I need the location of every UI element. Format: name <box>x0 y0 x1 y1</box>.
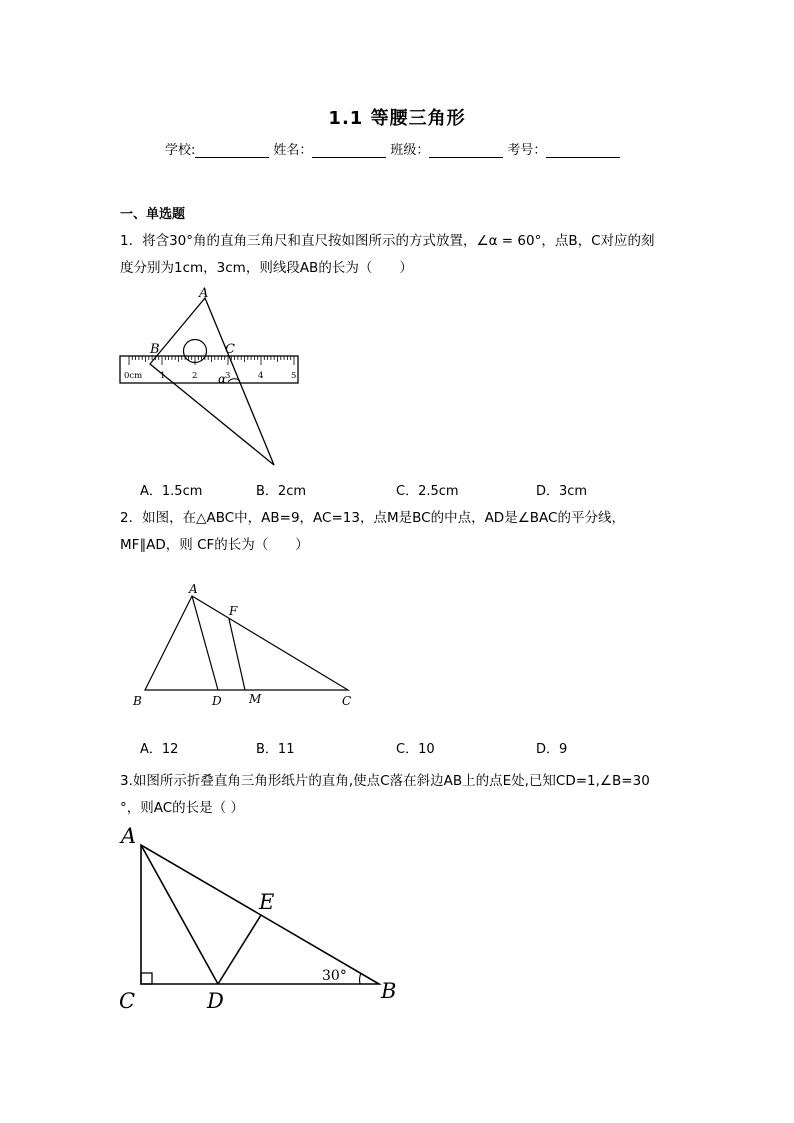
label-B: B <box>133 694 142 708</box>
question-2-figure <box>128 582 368 712</box>
label-A: A <box>121 824 137 848</box>
ruler-tick-0cm: 0cm <box>124 371 143 381</box>
page-title: 1.1 等腰三角形 <box>328 108 466 129</box>
label-B: B <box>381 979 397 1003</box>
school-field[interactable] <box>195 143 269 158</box>
segment-DE <box>218 915 261 984</box>
label-C: C <box>342 694 352 708</box>
question-3-figure <box>112 822 412 1018</box>
option-a[interactable]: A．12 <box>140 742 179 757</box>
question-1-line-1: 1．将含30°角的直角三角尺和直尺按如图所示的方式放置，∠α = 60°，点B，C对应的刻 <box>120 233 655 249</box>
question-2-line-1: 2．如图，在△ABC中，AB=9，AC=13，点M是BC的中点，AD是∠BAC的平分线， <box>120 510 625 526</box>
question-3-line-2: °，则AC的长是（ ） <box>120 800 244 816</box>
option-c[interactable]: C．10 <box>396 742 435 757</box>
ruler-tick-3: 3 <box>225 371 231 381</box>
option-d[interactable]: D．3cm <box>536 484 588 499</box>
right-triangle-ACB <box>141 845 379 984</box>
ruler-tick-5: 5 <box>291 371 297 381</box>
ruler <box>120 356 298 383</box>
label-M: M <box>249 692 262 706</box>
option-c[interactable]: C．2.5cm <box>396 484 459 499</box>
number-label: 考号： <box>507 143 547 158</box>
label-E: E <box>259 890 275 914</box>
question-1-line-2: 度分别为1cm，3cm，则线段AB的长为（ ） <box>120 260 413 276</box>
question-1 <box>120 228 680 282</box>
set-square-triangle <box>150 298 274 465</box>
question-3-line-1: 3.如图所示折叠直角三角形纸片的直角,使点C落在斜边AB上的点E处,已知CD=1,∠B=30 <box>120 773 650 789</box>
question-2 <box>120 505 680 559</box>
label-D: D <box>207 989 224 1013</box>
number-field[interactable] <box>546 143 620 158</box>
ruler-tick-2: 2 <box>192 371 198 381</box>
class-label: 班级： <box>390 143 430 158</box>
name-field[interactable] <box>312 143 386 158</box>
segment-AD <box>192 596 218 690</box>
segment-AD <box>141 845 218 984</box>
segment-MF <box>229 619 245 690</box>
question-3 <box>120 768 680 822</box>
angle-30-label: 30° <box>322 968 347 984</box>
section-title: 一、单选题 <box>120 207 186 222</box>
ruler-tick-4: 4 <box>258 371 264 381</box>
question-2-line-2: MF∥AD，则 CF的长为（ ） <box>120 537 309 553</box>
class-field[interactable] <box>429 143 503 158</box>
right-angle-mark <box>141 973 152 984</box>
angle-alpha-label: α <box>218 372 227 386</box>
option-a[interactable]: A．1.5cm <box>140 484 203 499</box>
option-d[interactable]: D．9 <box>536 742 568 757</box>
question-1-figure <box>112 284 312 470</box>
vertex-A-label: A <box>199 286 209 301</box>
option-b[interactable]: B．11 <box>256 742 295 757</box>
vertex-C-label: C <box>225 342 235 357</box>
student-info-line <box>165 139 624 158</box>
label-C: C <box>119 989 136 1013</box>
triangle-ABC <box>145 596 348 690</box>
ruler-tick-1: 1 <box>160 371 166 381</box>
school-label: 学校: <box>165 143 196 158</box>
name-label: 姓名： <box>273 143 313 158</box>
vertex-B-label: B <box>150 342 160 357</box>
option-b[interactable]: B．2cm <box>256 484 307 499</box>
label-A: A <box>189 582 198 596</box>
label-F: F <box>229 604 238 618</box>
label-D: D <box>212 694 222 708</box>
angle-B-arc <box>360 973 361 984</box>
